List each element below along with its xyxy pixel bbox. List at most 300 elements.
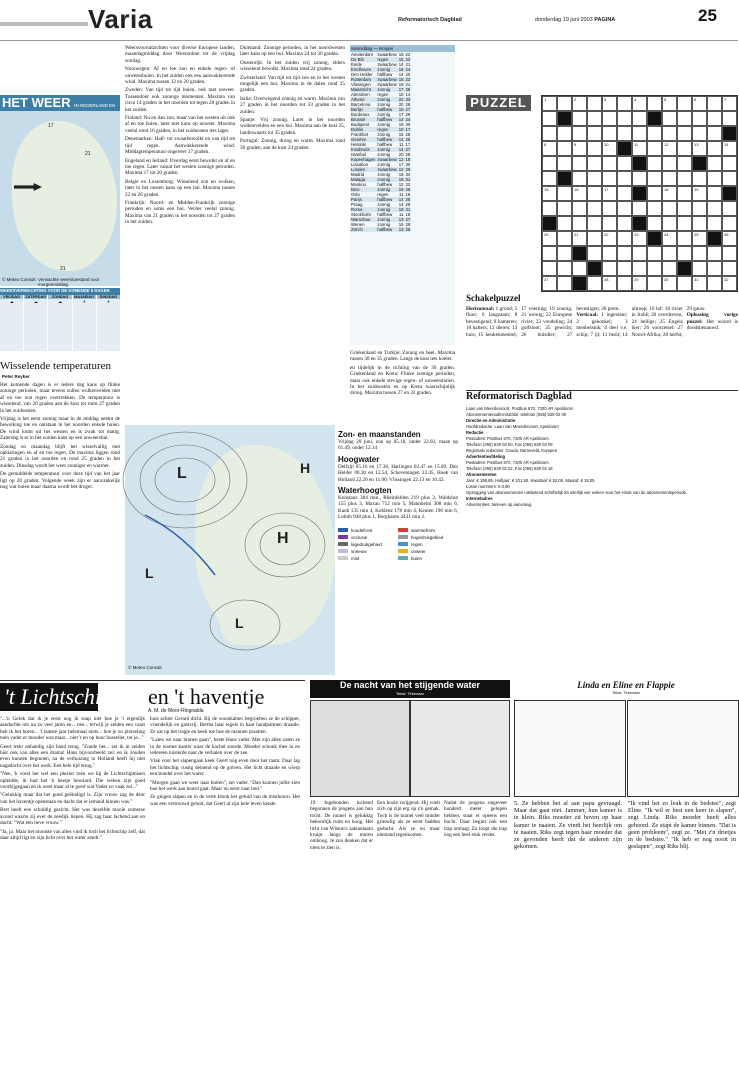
grid-number: 19 [694, 187, 699, 192]
colofon-line: Hoofdredactie: Laan van Meerdervoort, Apeldoorn [466, 424, 559, 429]
grid-cell[interactable] [542, 246, 557, 261]
grid-cell[interactable] [647, 261, 662, 276]
table-cell: zonnig [377, 152, 391, 157]
grid-cell[interactable] [662, 231, 677, 246]
grid-cell[interactable] [677, 246, 692, 261]
table-cell: 34 [405, 172, 411, 177]
table-cell: regen [377, 192, 389, 197]
grid-cell[interactable] [707, 186, 722, 201]
europe-map-credit: © Meteo Consult [128, 665, 162, 670]
table-cell: zonnig [377, 202, 391, 207]
grid-cell[interactable] [632, 141, 647, 156]
grid-cell[interactable] [572, 111, 587, 126]
grid-cell[interactable] [707, 246, 722, 261]
grid-cell[interactable] [542, 171, 557, 186]
grid-cell[interactable] [647, 201, 662, 216]
grid-cell[interactable] [587, 276, 602, 291]
table-cell: regen [376, 127, 397, 132]
grid-cell[interactable] [602, 126, 617, 141]
colofon-line: Postadres: Postbus 670, 7300 AR Apeldoorn [466, 436, 549, 441]
grid-cell[interactable] [557, 156, 572, 171]
table-cell: 21 [405, 62, 411, 67]
grid-number: 1 [544, 97, 547, 102]
grid-cell[interactable] [617, 231, 632, 246]
grid-cell[interactable] [602, 261, 617, 276]
grid-cell[interactable] [542, 126, 557, 141]
grid-cell[interactable] [677, 126, 692, 141]
grid-cell[interactable] [722, 201, 737, 216]
table-cell: halfbew [377, 142, 393, 147]
grid-cell[interactable] [722, 261, 737, 276]
grid-cell[interactable] [677, 231, 692, 246]
grid-cell[interactable] [572, 171, 587, 186]
grid-cell[interactable] [662, 141, 677, 156]
table-cell: 18 [405, 212, 411, 217]
table-cell: De Bilt [350, 57, 376, 62]
grid-block [632, 216, 647, 231]
table-cell: 24 [405, 67, 411, 72]
comic-nacht-text3: Nadat de jongens ongeveer honderd meter gelopen hebben, staat er opeens een bocht. Daar begint ook een trap omlaag. Zo loopt die trap nog een heel stuk verder. [444, 800, 507, 839]
colofon-line: Opzegging van abonnementen uitsluitend schriftelijk tot uiterlijk vier weken voor het einde van de abonnementsperiode. [466, 490, 688, 495]
grid-cell[interactable] [722, 171, 737, 186]
table-header: vanmiddag — morgen [350, 45, 455, 52]
comic-nacht-text1: 19. Ingebonden luchend begonnen de jongens aan hun tocht. De tunnel is gelukkig behoorlijk ruim en hoog. Het licht van Wiston's zaklantaarn kruipt langs de muren omhoog. Je zou denken dat er niets te zien is. [310, 800, 373, 851]
table-cell: 15 [398, 107, 404, 112]
table-cell: zonnig [377, 122, 391, 127]
grid-cell[interactable] [542, 276, 557, 291]
table-cell: zwaarbew [377, 77, 397, 82]
grid-cell[interactable] [647, 171, 662, 186]
grid-cell[interactable] [542, 261, 557, 276]
grid-cell[interactable] [542, 96, 557, 111]
grid-cell[interactable] [617, 186, 632, 201]
grid-cell[interactable] [677, 111, 692, 126]
grid-cell[interactable] [722, 96, 737, 111]
grid-cell[interactable] [587, 156, 602, 171]
grid-cell[interactable] [557, 201, 572, 216]
grid-number: 24 [664, 232, 669, 237]
grid-cell[interactable] [707, 201, 722, 216]
grid-cell[interactable] [602, 231, 617, 246]
grid-cell[interactable] [722, 141, 737, 156]
weather-title-bar [0, 95, 120, 111]
table-cell: Rome [350, 207, 376, 212]
grid-number: 5 [664, 97, 667, 102]
grid-cell[interactable] [662, 126, 677, 141]
grid-cell[interactable] [602, 246, 617, 261]
grid-cell[interactable] [662, 201, 677, 216]
table-cell: 22 [405, 57, 411, 62]
grid-cell[interactable] [707, 156, 722, 171]
grid-cell[interactable] [572, 216, 587, 231]
grid-cell[interactable] [662, 111, 677, 126]
grid-cell[interactable] [542, 201, 557, 216]
table-cell: Eindhoven [350, 67, 376, 72]
grid-cell[interactable] [647, 141, 662, 156]
grid-cell[interactable] [617, 216, 632, 231]
table-cell: 11 [399, 142, 404, 147]
grid-cell[interactable] [587, 171, 602, 186]
grid-number: 29 [634, 277, 639, 282]
comic-linda-title-bar [514, 680, 738, 698]
table-cell: Malaga [350, 177, 376, 182]
grid-cell[interactable] [632, 111, 647, 126]
legend-item: buien [398, 555, 458, 562]
grid-block [647, 111, 662, 126]
table-cell: 31 [405, 207, 411, 212]
grid-number: 26 [724, 232, 729, 237]
issue-date: donderdag 19 juni 2003 [534, 17, 593, 23]
table-cell: zwaarbew [377, 82, 397, 87]
grid-cell[interactable] [647, 186, 662, 201]
grid-cell[interactable] [542, 186, 557, 201]
table-cell: 16 [398, 67, 404, 72]
grid-number: 11 [634, 142, 639, 147]
grid-block [707, 231, 722, 246]
comic-linda-title: Linda en Eline en Flappie [577, 680, 675, 690]
grid-number: 20 [544, 232, 549, 237]
table-cell: 15 [398, 52, 404, 57]
puzzle-clues: Horizontaal: 1 grond; 5 fluor; 6 langzaam; 8 bevestigend; 9 hameren; 10 halters; 12 dieren; 13 huis; 15 keukenmeubel; 17 voertuig; 19 zonnig; 21 weinig; 22 Europese rivier; 23 vondeling; 24 golfstoot; 25 gewicht; 26 huisdier; 27 bevestigen; 28 prent. Verticaal: 1 ingenieur; 2 gekonkel; 3 meubelstuk; 4 deel v.e. schip; 7 ijl; 11 bezit; 14 uitroep; 16 lof; 18 rivier in Italië; 20 overdreven; 24 heilige; 25 Engels bier; 26 voorzetsel; 27 Noord-Afrika; 28 herfst; 29 gauw. Oplossing vorige puzzel: Het woord is doodsbenauwd. [466, 306, 738, 338]
europe-forecast-col2: Duitsland: Zonnige perioden, in het noordwesten later kans op een bui. Maxima 24 tot 30 graden. Oostenrijk: In het zuiden vrij zonnig, elders wisselend bewolkt. Maxima rond 24 graden. Zwitserland: Van tijd tot tijd zon en in het westen mogelijk een bui. Maxima in de dalen rond 25 graden. Italie: Overwegend zonnig en warm. Maxima van 27 graden in het noorden tot 33 graden in het zuiden. Spanje: Vrij zonnig. Later in het noorden wolkenvelden en een bui. Maxima aan de kust 25, landinwaarts tot 35 graden. Portugal: Zonnig, droog en warm. Maxima rond 30 graden, aan de kust 24 graden. [240, 45, 345, 151]
dateline [398, 17, 688, 23]
colofon-line: Telefoon (055) 539 02 22, Fax (055) 539 02 18 [466, 466, 553, 471]
grid-cell[interactable] [662, 96, 677, 111]
netherlands-weather-map: 17 21 21 © Meteo Consult Verwachte weerstoestand voor morgenmiddag [0, 111, 120, 286]
table-cell: Kopenhagen [351, 157, 376, 162]
grid-cell[interactable] [587, 111, 602, 126]
grid-number: 30 [664, 277, 669, 282]
grid-cell[interactable] [677, 201, 692, 216]
table-cell: halfbew [376, 227, 397, 232]
table-cell: Nice [350, 187, 376, 192]
grid-cell[interactable] [617, 96, 632, 111]
table-cell: 19 [398, 177, 404, 182]
grid-cell[interactable] [707, 216, 722, 231]
table-cell: Lissabon [351, 162, 369, 167]
colofon-line: Laan van Meerdervoort, Postbus 670, 7300 AR Apeldoorn [466, 406, 574, 411]
story-author: A. M. de Moor-Ringnalda [148, 708, 204, 714]
story-title-rest: en 't haventje [148, 684, 265, 709]
table-cell: Rotterdam [350, 77, 376, 82]
table-cell: zonnig [377, 162, 391, 167]
table-cell: Bordeaux [351, 112, 370, 117]
table-cell: 18 [398, 172, 404, 177]
grid-cell[interactable] [617, 201, 632, 216]
grid-cell[interactable] [587, 96, 602, 111]
grid-cell[interactable] [692, 261, 707, 276]
weather-article-byline: Peter Reyber [2, 374, 30, 379]
table-cell: Amsterdam [351, 52, 373, 57]
colofon-line: Regionale redacties: Gouda, Barneveld, Kampen [466, 448, 558, 453]
grid-cell[interactable] [692, 126, 707, 141]
grid-cell[interactable] [677, 186, 692, 201]
tide-text: Delfzijl 05.16 en 17.38, Harlingen 02.47 en 15.09, Den Helder 00.30 en 12.54, Scheveningen 23.45, Hoek van Holland 22.20 en 11.00, Vlissingen 22.13 en 10.42. [338, 463, 458, 483]
grid-cell[interactable] [722, 231, 737, 246]
grid-cell[interactable] [692, 186, 707, 201]
grid-cell[interactable] [557, 261, 572, 276]
legend-item: onweer [398, 548, 458, 555]
table-cell: Berlijn [350, 107, 376, 112]
grid-cell[interactable] [557, 126, 572, 141]
grid-cell[interactable] [542, 231, 557, 246]
table-cell: Barcelona [351, 102, 371, 107]
table-cell: zonnig [376, 207, 397, 212]
grid-cell[interactable] [692, 216, 707, 231]
grid-cell[interactable] [617, 126, 632, 141]
grid-cell[interactable] [572, 126, 587, 141]
table-cell: 19 [398, 187, 404, 192]
table-cell: 15 [398, 77, 404, 82]
grid-cell[interactable] [707, 111, 722, 126]
grid-cell[interactable] [602, 216, 617, 231]
map-caption: Verwachte weerstoestand voor morgenmiddag [38, 277, 100, 287]
grid-block [572, 276, 587, 291]
table-cell: 16 [405, 192, 411, 197]
comic-linda-panel [627, 700, 739, 797]
grid-cell[interactable] [692, 201, 707, 216]
grid-cell[interactable] [707, 96, 722, 111]
grid-cell[interactable] [632, 126, 647, 141]
grid-block [722, 186, 737, 201]
page-header [0, 0, 738, 41]
table-cell: 10 [398, 127, 404, 132]
grid-cell[interactable] [542, 156, 557, 171]
grid-cell[interactable] [587, 201, 602, 216]
grid-block [632, 156, 647, 171]
legend-item: mist [338, 555, 398, 562]
legend-item: occlusie [338, 534, 398, 541]
table-cell: 14 [398, 117, 404, 122]
grid-cell[interactable] [572, 261, 587, 276]
grid-cell[interactable] [692, 231, 707, 246]
grid-cell[interactable] [542, 111, 557, 126]
grid-cell[interactable] [632, 96, 647, 111]
grid-cell[interactable] [557, 186, 572, 201]
grid-cell[interactable] [557, 246, 572, 261]
grid-cell[interactable] [602, 186, 617, 201]
grid-cell[interactable] [692, 171, 707, 186]
grid-cell[interactable] [572, 186, 587, 201]
grid-cell[interactable] [707, 126, 722, 141]
comic-linda-panel [514, 700, 626, 797]
table-cell: 14 [398, 147, 404, 152]
grid-cell[interactable] [542, 141, 557, 156]
grid-cell[interactable] [587, 141, 602, 156]
grid-cell[interactable] [677, 96, 692, 111]
grid-cell[interactable] [587, 186, 602, 201]
grid-cell[interactable] [662, 171, 677, 186]
grid-cell[interactable] [617, 276, 632, 291]
grid-cell[interactable] [587, 216, 602, 231]
grid-cell[interactable] [572, 201, 587, 216]
table-cell: 25 [405, 227, 411, 232]
puzzle-title: PUZZEL [466, 95, 531, 111]
table-cell: 33 [405, 97, 411, 102]
grid-cell[interactable] [692, 96, 707, 111]
grid-cell[interactable] [572, 156, 587, 171]
grid-cell[interactable] [617, 156, 632, 171]
grid-cell[interactable] [647, 126, 662, 141]
grid-cell[interactable] [722, 111, 737, 126]
grid-cell[interactable] [662, 186, 677, 201]
table-cell: 28 [405, 132, 411, 137]
grid-cell[interactable] [692, 246, 707, 261]
grid-cell[interactable] [677, 156, 692, 171]
grid-cell[interactable] [662, 156, 677, 171]
grid-cell[interactable] [707, 261, 722, 276]
sun-moon-text: Vrijdag 20 juni, zon op 05.18, onder 22.03, maan op 01.49, onder 12.14 [338, 439, 458, 452]
grid-cell[interactable] [692, 141, 707, 156]
pressure-label: H [277, 530, 289, 547]
grid-cell[interactable] [572, 231, 587, 246]
grid-cell[interactable] [617, 246, 632, 261]
grid-cell[interactable] [587, 126, 602, 141]
grid-cell[interactable] [632, 276, 647, 291]
table-cell: 26 [405, 187, 411, 192]
grid-cell[interactable] [677, 171, 692, 186]
grid-cell[interactable] [647, 156, 662, 171]
table-cell: zonnig [377, 102, 391, 107]
table-cell: halfbew [376, 117, 397, 122]
forecast-day: MAANDAG ☀ [73, 295, 96, 351]
table-cell: 20 [405, 167, 411, 172]
grid-number: 21 [574, 232, 579, 237]
grid-cell[interactable] [722, 216, 737, 231]
legend-item: koudefront [338, 527, 398, 534]
table-cell: 14 [398, 62, 404, 67]
grid-cell[interactable] [677, 276, 692, 291]
grid-block [587, 261, 602, 276]
grid-cell[interactable] [602, 111, 617, 126]
table-cell: Londen [350, 167, 376, 172]
table-cell: 29 [405, 222, 411, 227]
table-cell: zwaarbew [377, 52, 397, 57]
tide-title: Hoogwater [338, 454, 380, 464]
grid-cell[interactable] [572, 141, 587, 156]
table-cell: zonnig [376, 147, 397, 152]
grid-cell[interactable] [647, 276, 662, 291]
table-cell: 12 [398, 182, 404, 187]
table-cell: Helsinki [351, 142, 367, 147]
temperature-table-panel [350, 45, 455, 345]
forecast-header: WEERSVERWACHTING VOOR DE KOMENDE 5 DAGEN [0, 288, 120, 295]
grid-number: 9 [574, 142, 577, 147]
grid-cell[interactable] [632, 201, 647, 216]
grid-cell[interactable] [692, 276, 707, 291]
forecast-day: ZATERDAG ☁ [24, 295, 47, 351]
grid-cell[interactable] [557, 96, 572, 111]
grid-number: 16 [574, 187, 579, 192]
table-cell: Warschau [350, 217, 376, 222]
table-cell: Parijs [350, 197, 376, 202]
grid-block [692, 156, 707, 171]
grid-cell[interactable] [632, 231, 647, 246]
grid-cell[interactable] [632, 171, 647, 186]
table-cell: halfbew [376, 107, 397, 112]
grid-cell[interactable] [647, 246, 662, 261]
europe-forecast-col1: Weersvooruitzichten voor diverse Europese landen, maandagmiddag door Weeronline tot de vrijdag zondag. Noorwegen: Af en toe zon en enkele regen- of onweersbuien. In het zuiden ook een aanwakkerende wind. Maxima tussen 12 en 20 graden. Zweden: Van tijd tot tijd buien, ook met onweer. Tussendoor ook zonnige momenten. Maxima van circa 14 graden in het noorden tot tegen 20 graden in het zuiden. Finland: Nu en dan zon, maar van het westen uit ook af en toe buien, later met kans op onweer. Maxima veelal rond 16 graden, in het zuidoosten iets lager. Denemarken: Half- tot zwaarbewolkt en van tijd tot tijd regen. Aanwakkerende wind. Middagtemperatuur ongeveer 17 graden. Engeland en Ierland: Overdag eerst bewolkt en af en toe regen. Later vanuit het westen zonnige perioden. Maxima 17 tot 20 graden. Belgie en Luxemburg: Wisselend zon en wolken, later in het oosten kans op een bui. Maxima tussen 22 en 26 graden. Frankrijk: Noord- en Midden-Frankrijk zonnige perioden en soms een bui. Verder veelal zonnig. Maxima van 21 graden in het noorden tot 27 graden in het zuiden. [125, 45, 235, 226]
grid-cell[interactable] [722, 156, 737, 171]
grid-cell[interactable] [557, 141, 572, 156]
grid-number: 31 [694, 277, 699, 282]
table-cell: zonnig [377, 172, 391, 177]
colofon-line: Advertenties: tarieven op aanvraag. [466, 502, 533, 507]
sun-tide-panel [338, 430, 458, 675]
table-cell: 11 [399, 192, 404, 197]
grid-cell[interactable] [632, 261, 647, 276]
table-cell: zonnig [376, 177, 397, 182]
forecast-day: VRIJDAG ☁ [0, 295, 23, 351]
table-cell: halfbew [377, 72, 393, 77]
grid-cell[interactable] [602, 141, 617, 156]
grid-cell[interactable] [722, 246, 737, 261]
grid-number: 6 [694, 97, 697, 102]
story-title-italic: 't Lichtschip [4, 684, 112, 709]
europe-forecast-col3: Griekenland en Turkije: Zonnig en heet. Maxima tussen 30 en 35 graden. Langs de kust iets koeler. en tijdelijk in de richting van de 30 graden. Griekenland en Kreta: Flinke zonnige perioden, maar ook enkele stevige regen- of onweersbuien. In het zuidoosten en op Kreta waarschijnlijk droog. Maxima tussen 27 en 32 graden. [350, 350, 455, 397]
section-title: Varia [88, 4, 153, 34]
grid-cell[interactable] [617, 171, 632, 186]
grid-cell[interactable] [572, 96, 587, 111]
grid-cell[interactable] [602, 156, 617, 171]
sun-moon-title: Zon- en maanstanden [338, 430, 421, 439]
colofon-line: Redactie [466, 430, 484, 435]
grid-cell[interactable] [662, 261, 677, 276]
table-cell: zonnig [377, 112, 391, 117]
grid-cell[interactable] [677, 141, 692, 156]
grid-cell[interactable] [647, 216, 662, 231]
table-cell: 25 [405, 87, 411, 92]
grid-cell[interactable] [692, 111, 707, 126]
grid-cell[interactable] [587, 231, 602, 246]
grid-cell[interactable] [557, 216, 572, 231]
paper-name: Reformatorisch Dagblad [398, 17, 462, 23]
grid-cell[interactable] [602, 201, 617, 216]
grid-cell[interactable] [662, 276, 677, 291]
map-legend [338, 527, 458, 562]
grid-cell[interactable] [707, 141, 722, 156]
grid-cell[interactable] [602, 276, 617, 291]
grid-cell[interactable] [602, 171, 617, 186]
grid-cell[interactable] [617, 261, 632, 276]
grid-cell[interactable] [647, 96, 662, 111]
table-cell: Frankfurt [351, 132, 369, 137]
grid-block [617, 141, 632, 156]
table-cell: Moskou [351, 182, 367, 187]
grid-cell[interactable] [557, 231, 572, 246]
grid-cell[interactable] [662, 246, 677, 261]
grid-cell[interactable] [557, 276, 572, 291]
grid-cell[interactable] [677, 216, 692, 231]
puzzle-name: Schakelpuzzel [466, 293, 521, 303]
grid-cell[interactable] [722, 276, 737, 291]
table-cell: zonnig [377, 222, 391, 227]
colofon-body [466, 406, 738, 668]
table-cell: 21 [405, 82, 411, 87]
grid-cell[interactable] [617, 111, 632, 126]
comic-nacht-panel [410, 700, 510, 797]
pressure-label: L [235, 615, 244, 631]
grid-number: 12 [664, 142, 669, 147]
grid-cell[interactable] [587, 246, 602, 261]
table-cell: Brussel [350, 117, 376, 122]
grid-cell[interactable] [662, 216, 677, 231]
table-cell: 18 [398, 207, 404, 212]
grid-cell[interactable] [602, 96, 617, 111]
grid-cell[interactable] [632, 246, 647, 261]
grid-cell[interactable] [707, 276, 722, 291]
grid-cell[interactable] [707, 171, 722, 186]
